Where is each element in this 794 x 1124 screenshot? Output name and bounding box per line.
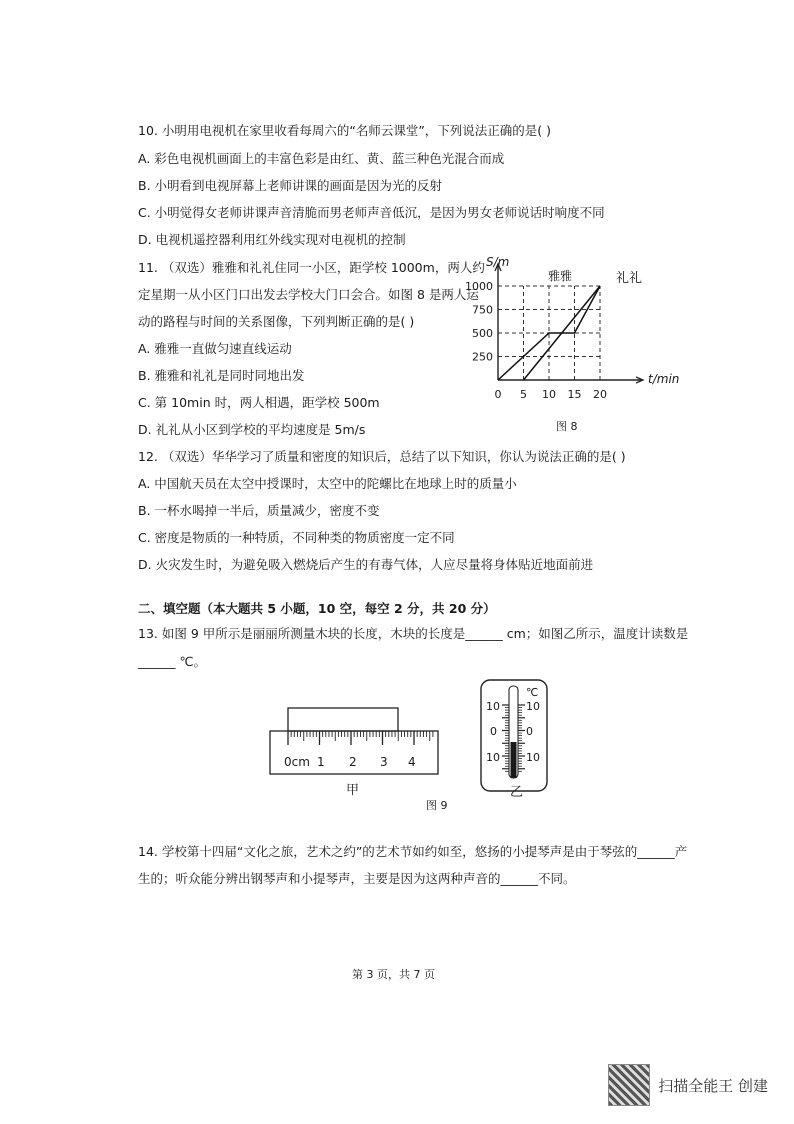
y-tick-label: 1000 [465, 280, 493, 293]
q12-stem: 12. （双选）华华学习了质量和密度的知识后，总结了以下知识，你认为说法正确的是( ) [138, 449, 626, 464]
q10-option-d: D. 电视机遥控器利用红外线实现对电视机的控制 [138, 232, 406, 247]
q12-option-b: B. 一杯水喝掉一半后，质量减少，密度不变 [138, 503, 380, 518]
q10-stem: 10. 小明用电视机在家里收看每周六的“名师云课堂”，下列说法正确的是( ) [138, 123, 552, 138]
figure-8-caption: 图 8 [556, 420, 578, 433]
ruler-label-2: 2 [349, 755, 357, 769]
q11-stem-2: 定星期一从小区门口出发去学校大门口会合。如图 8 是两人运 [138, 287, 479, 302]
q11-option-a: A. 雅雅一直做匀速直线运动 [138, 341, 292, 356]
q12-option-c: C. 密度是物质的一种特质，不同种类的物质密度一定不同 [138, 530, 455, 545]
section-heading: 二、填空题（本大题共 5 小题，10 空，每空 2 分，共 20 分） [138, 601, 496, 616]
thermometer-unit: ℃ [526, 686, 539, 699]
series-label-yaya: 雅雅 [548, 269, 573, 283]
q14-line-2: 生的；听众能分辨出钢琴声和小提琴声，主要是因为这两种声音的______不同。 [138, 871, 576, 886]
q10-option-a: A. 彩色电视机画面上的丰富色彩是由红、黄、蓝三种色光混合而成 [138, 151, 505, 166]
q14-line-1: 14. 学校第十四届“文化之旅，艺术之约”的艺术节如约如至，悠扬的小提琴声是由于琴弦的______产 [138, 844, 688, 859]
ruler-label-1: 1 [317, 755, 325, 769]
ruler-label-3: 3 [380, 755, 388, 769]
y-tick-label: 500 [472, 327, 493, 340]
figure-8-chart [465, 252, 690, 437]
thermo-right-label-3: 10 [526, 751, 540, 764]
ruler-label-4: 4 [408, 755, 416, 769]
page-number: 第 3 页，共 7 页 [352, 968, 435, 981]
series-label-lili: 礼礼 [616, 271, 643, 286]
thermo-left-label-2: 0 [490, 725, 497, 738]
q12-option-d: D. 火灾发生时，为避免吸入燃烧后产生的有毒气体，人应尽量将身体贴近地面前进 [138, 557, 594, 572]
y-axis-label: S/m [486, 255, 510, 269]
q11-stem-3: 动的路程与时间的关系图像，下列判断正确的是( ) [138, 314, 415, 329]
q10-option-b: B. 小明看到电视屏幕上老师讲课的画面是因为光的反射 [138, 178, 443, 193]
q13-line-2: ______ ℃。 [138, 654, 207, 669]
figure-9 [260, 672, 580, 817]
scanner-watermark [608, 1064, 768, 1106]
x-tick-label: 5 [520, 388, 527, 401]
thermo-left-label-3: 10 [486, 751, 500, 764]
x-tick-label: 15 [567, 388, 582, 401]
x-tick-label: 0 [494, 388, 502, 401]
y-tick-label: 750 [472, 303, 493, 317]
q12-option-a: A. 中国航天员在太空中授课时，太空中的陀螺比在地球上时的质量小 [138, 476, 517, 491]
label-jia: 甲 [346, 783, 360, 798]
qr-code-icon [608, 1064, 650, 1106]
q11-option-c: C. 第 10min 时，两人相遇，距学校 500m [138, 395, 380, 410]
label-yi: 乙 [510, 785, 524, 800]
mercury-column [511, 742, 517, 778]
x-tick-label: 20 [593, 388, 607, 401]
x-axis-label: t/min [648, 372, 680, 386]
y-tick-label: 250 [472, 350, 493, 364]
wooden-block [288, 708, 398, 731]
watermark-text: 扫描全能王 创建 [658, 1076, 768, 1095]
q13-line-1: 13. 如图 9 甲所示是丽丽所测量木块的长度，木块的长度是______ cm；如图乙所示，温度计读数是 [138, 626, 689, 641]
thermo-right-label-2: 0 [526, 725, 533, 738]
q10-option-c: C. 小明觉得女老师讲课声音清脆而男老师声音低沉，是因为男女老师说话时响度不同 [138, 205, 605, 220]
ruler-label-0: 0cm [284, 755, 310, 769]
figure-9-caption: 图 9 [426, 799, 448, 812]
thermo-left-label-1: 10 [486, 700, 500, 713]
q11-option-b: B. 雅雅和礼礼是同时同地出发 [138, 368, 305, 383]
x-tick-label: 10 [542, 388, 556, 401]
thermo-right-label-1: 10 [526, 700, 540, 713]
chart-tick-labels [465, 280, 607, 401]
q11-option-d: D. 礼礼从小区到学校的平均速度是 5m/s [138, 422, 366, 437]
q11-stem-1: 11. （双选）雅雅和礼礼住同一小区，距学校 1000m，两人约 [138, 260, 485, 275]
